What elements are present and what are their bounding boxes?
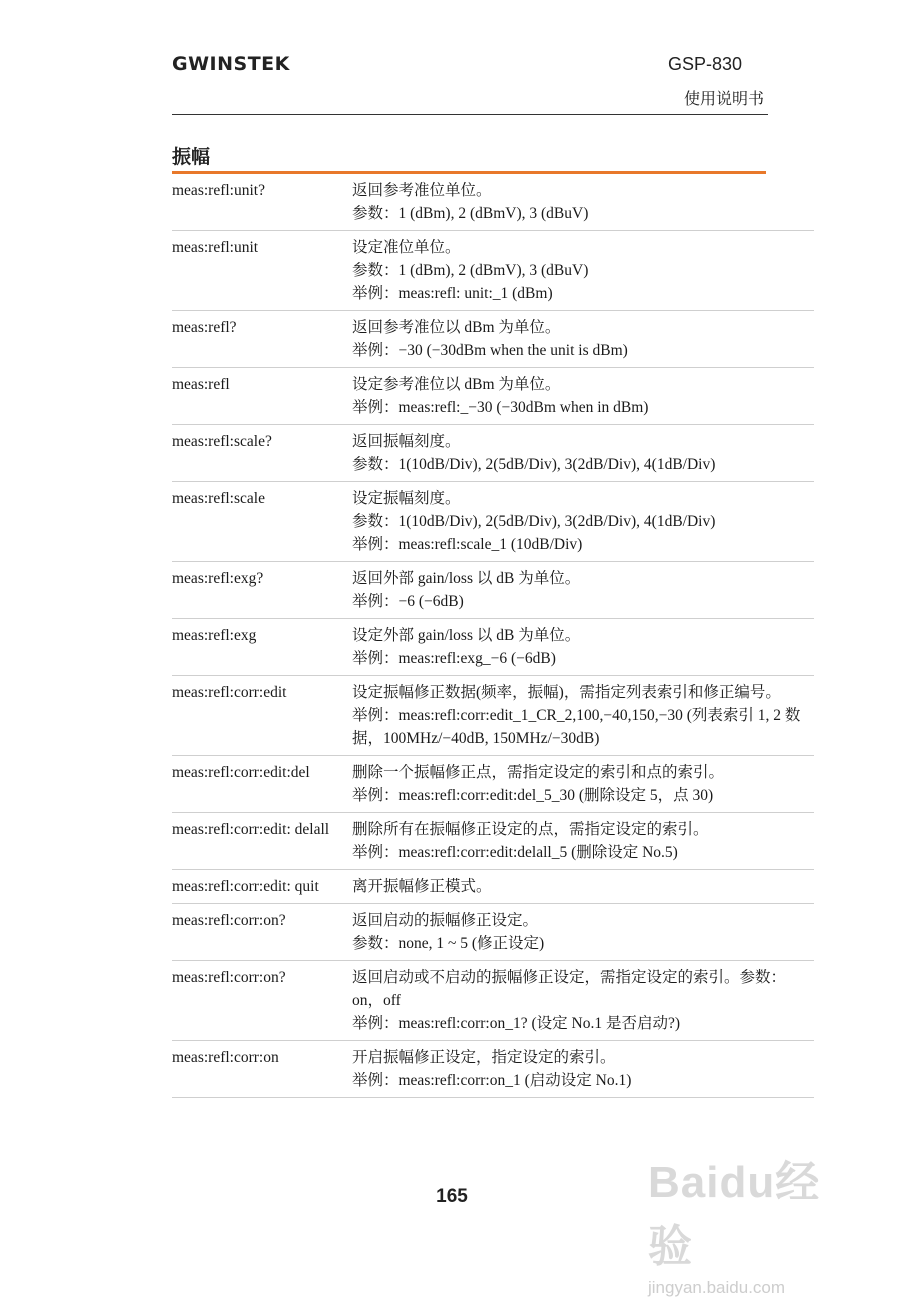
- description-line: 举例：meas:refl:corr:edit:del_5_30 (删除设定 5，点 30): [352, 787, 714, 804]
- table-row: [172, 904, 814, 961]
- page-number: 165: [436, 1186, 468, 1207]
- description-line: 设定参考准位以 dBm 为单位。: [352, 376, 561, 393]
- command-table: [172, 174, 814, 1098]
- table-row: [172, 961, 814, 1041]
- description-line: 返回振幅刻度。: [352, 433, 461, 450]
- table-row: [172, 756, 814, 813]
- table-row: [172, 482, 814, 562]
- table-row: [172, 562, 814, 619]
- table-row: [172, 174, 814, 231]
- table-row: [172, 676, 814, 756]
- description-cell: [352, 870, 814, 904]
- description-line: 参数：none, 1 ~ 5 (修正设定): [352, 935, 545, 952]
- command-cell: meas:refl:scale?: [172, 425, 352, 482]
- table-row: [172, 425, 814, 482]
- manual-title: 使用说明书: [683, 89, 764, 108]
- table-row: [172, 870, 814, 904]
- description-line: 开启振幅修正设定，指定设定的索引。: [352, 1049, 616, 1066]
- description-line: 删除一个振幅修正点，需指定设定的索引和点的索引。: [352, 764, 725, 781]
- description-line: 举例：meas:refl: unit:_1 (dBm): [352, 285, 553, 302]
- watermark-url: jingyan.baidu.com: [648, 1278, 786, 1297]
- command-cell: meas:refl:unit: [172, 231, 352, 311]
- section-title: 振幅: [172, 146, 211, 168]
- command-cell: meas:refl:corr:on: [172, 1041, 352, 1098]
- description-line: 举例：−30 (−30dBm when the unit is dBm): [352, 342, 628, 359]
- description-cell: [352, 904, 814, 961]
- description-line: 举例：meas:refl:corr:edit:delall_5 (删除设定 No.5): [352, 844, 678, 861]
- description-line: 参数：1 (dBm), 2 (dBmV), 3 (dBuV): [352, 205, 589, 222]
- description-line: 返回参考准位单位。: [352, 182, 492, 199]
- command-cell: meas:refl:corr:on?: [172, 904, 352, 961]
- description-line: 举例：meas:refl:corr:on_1 (启动设定 No.1): [352, 1072, 632, 1089]
- description-cell: [352, 311, 814, 368]
- description-cell: [352, 1041, 814, 1098]
- table-row: [172, 311, 814, 368]
- description-cell: [352, 813, 814, 870]
- watermark: [648, 1146, 858, 1297]
- table-row: [172, 619, 814, 676]
- table-row: [172, 1041, 814, 1098]
- command-cell: meas:refl:corr:edit: quit: [172, 870, 352, 904]
- description-cell: [352, 368, 814, 425]
- description-line: 离开振幅修正模式。: [352, 878, 492, 895]
- command-cell: meas:refl:corr:edit: [172, 676, 352, 756]
- description-cell: [352, 174, 814, 231]
- description-line: 返回参考准位以 dBm 为单位。: [352, 319, 561, 336]
- command-cell: meas:refl:corr:edit:del: [172, 756, 352, 813]
- description-cell: [352, 425, 814, 482]
- watermark-logo: Baidu经验: [648, 1158, 821, 1271]
- description-line: 参数：1 (dBm), 2 (dBmV), 3 (dBuV): [352, 262, 589, 279]
- command-cell: meas:refl:unit?: [172, 174, 352, 231]
- brand-logo: GWINSTEK: [172, 53, 290, 75]
- command-cell: meas:refl?: [172, 311, 352, 368]
- description-line: 设定外部 gain/loss 以 dB 为单位。: [352, 627, 581, 644]
- description-cell: [352, 756, 814, 813]
- description-cell: [352, 961, 814, 1041]
- command-cell: meas:refl:exg?: [172, 562, 352, 619]
- description-line: 设定准位单位。: [352, 239, 461, 256]
- description-line: 举例：meas:refl:corr:on_1? (设定 No.1 是否启动?): [352, 1015, 681, 1032]
- description-line: 举例：−6 (−6dB): [352, 593, 464, 610]
- model-name: GSP-830: [667, 54, 742, 74]
- table-row: [172, 368, 814, 425]
- description-line: 举例：meas:refl:corr:edit_1_CR_2,100,−40,150,−30 (列表索引 1, 2 数据，100MHz/−40dB, 150MHz/−30dB): [352, 707, 801, 747]
- description-line: 删除所有在振幅修正设定的点，需指定设定的索引。: [352, 821, 709, 838]
- command-cell: meas:refl:corr:edit: delall: [172, 813, 352, 870]
- description-cell: [352, 482, 814, 562]
- command-cell: meas:refl:scale: [172, 482, 352, 562]
- header-divider: [172, 114, 768, 115]
- description-cell: [352, 562, 814, 619]
- description-cell: [352, 231, 814, 311]
- description-line: 设定振幅修正数据(频率，振幅)，需指定列表索引和修正编号。: [352, 684, 781, 701]
- description-cell: [352, 676, 814, 756]
- table-row: [172, 231, 814, 311]
- description-line: 返回启动的振幅修正设定。: [352, 912, 539, 929]
- command-cell: meas:refl:exg: [172, 619, 352, 676]
- description-line: 设定振幅刻度。: [352, 490, 461, 507]
- table-row: [172, 813, 814, 870]
- description-line: 参数：1(10dB/Div), 2(5dB/Div), 3(2dB/Div), 4(1dB/Div): [352, 513, 716, 530]
- description-cell: [352, 619, 814, 676]
- command-cell: meas:refl:corr:on?: [172, 961, 352, 1041]
- description-line: 参数：1(10dB/Div), 2(5dB/Div), 3(2dB/Div), 4(1dB/Div): [352, 456, 716, 473]
- description-line: 举例：meas:refl:scale_1 (10dB/Div): [352, 536, 583, 553]
- description-line: 返回外部 gain/loss 以 dB 为单位。: [352, 570, 581, 587]
- description-line: 举例：meas:refl:_−30 (−30dBm when in dBm): [352, 399, 649, 416]
- description-line: 返回启动或不启动的振幅修正设定，需指定设定的索引。参数：on，off: [352, 969, 787, 1009]
- description-line: 举例：meas:refl:exg_−6 (−6dB): [352, 650, 556, 667]
- command-cell: meas:refl: [172, 368, 352, 425]
